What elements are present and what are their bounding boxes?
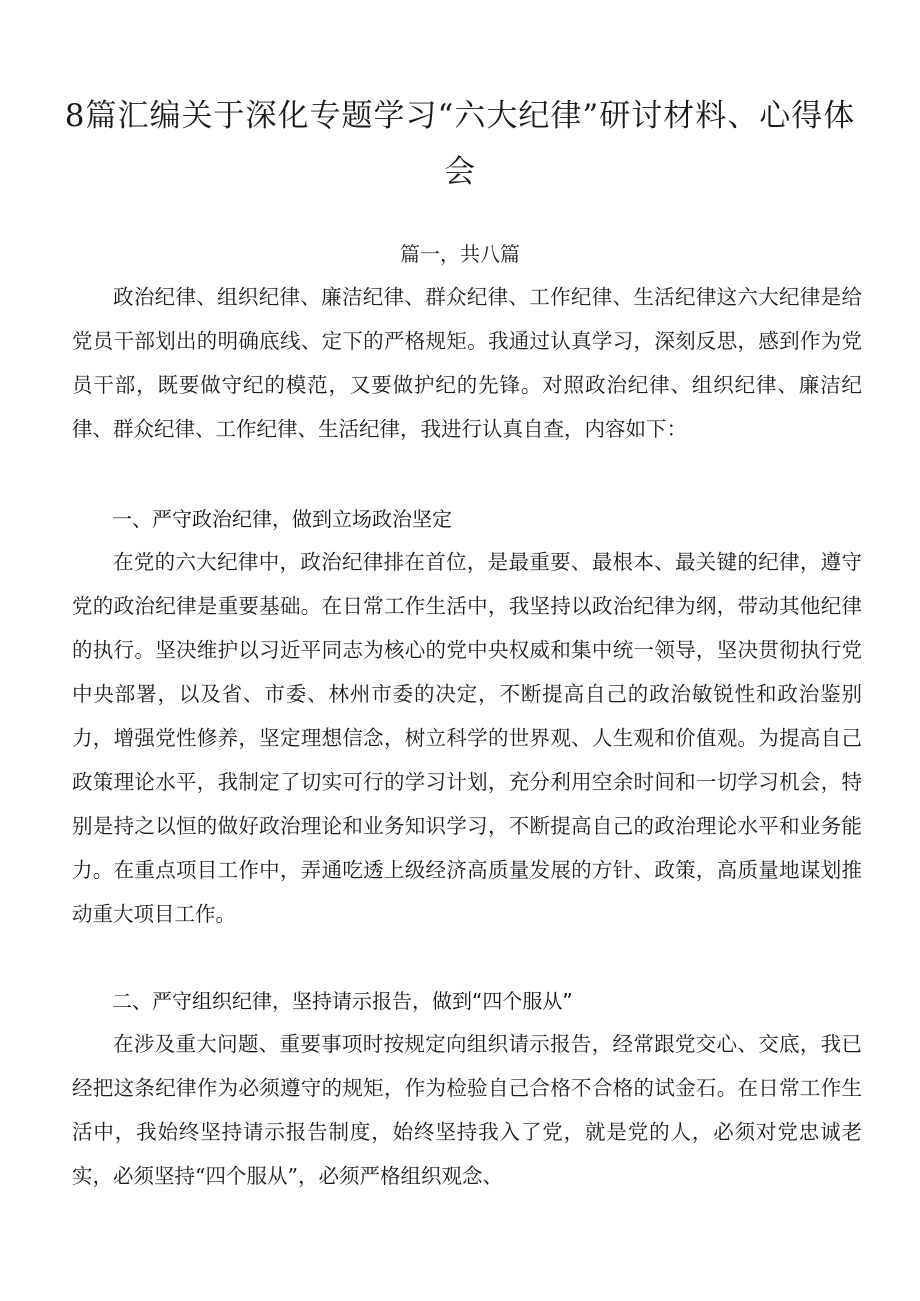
section-body-2: 在涉及重大问题、重要事项时按规定向组织请示报告，经常跟党交心、交底，我已经把这条纪律作为必须遵守的规矩，作为检验自己合格不合格的试金石。在日常工作生活中，我始终坚持请示报告制度，始终坚持我入了党，就是党的人，必须对党忠诚老实，必须坚持“四个服从”，必须严格组织观念、 <box>72 1032 862 1188</box>
section-heading-2: 二、严守组织纪律，坚持请示报告，做到“四个服从” <box>112 989 573 1013</box>
section-label: 篇一，共八篇 <box>400 242 520 266</box>
section-body-1: 在党的六大纪律中，政治纪律排在首位，是最重要、最根本、最关键的纪律，遵守党的政治纪律是重要基础。在日常工作生活中，我坚持以政治纪律为纲，带动其他纪律的执行。坚决维护以习近平同志为核心的党中央权威和集中统一领导，坚决贯彻执行党中央部署，以及省、市委、林州市委的决定，不断提高自己的政治敏锐性和政治鉴别力，增强党性修养，坚定理想信念，树立科学的世界观、人生观和价值观。为提高自己政策理论水平，我制定了切实可行的学习计划，充分利用空余时间和一切学习机会，特别是持之以恒的做好政治理论和业务知识学习，不断提高自己的政治理论水平和业务能力。在重点项目工作中，弄通吃透上级经济高质量发展的方针、政策，高质量地谋划推动重大项目工作。 <box>72 550 862 926</box>
intro-paragraph: 政治纪律、组织纪律、廉洁纪律、群众纪律、工作纪律、生活纪律这六大纪律是给党员干部划出的明确底线、定下的严格规矩。我通过认真学习，深刻反思，感到作为党员干部，既要做守纪的模范，又要做护纪的先锋。对照政治纪律、组织纪律、廉洁纪律、群众纪律、工作纪律、生活纪律，我进行认真自查，内容如下： <box>72 285 862 441</box>
document-title: 8篇汇编关于深化专题学习“六大纪律”研讨材料、心得体会 <box>64 98 856 190</box>
section-heading-1: 一、严守政治纪律，做到立场政治坚定 <box>112 507 452 531</box>
